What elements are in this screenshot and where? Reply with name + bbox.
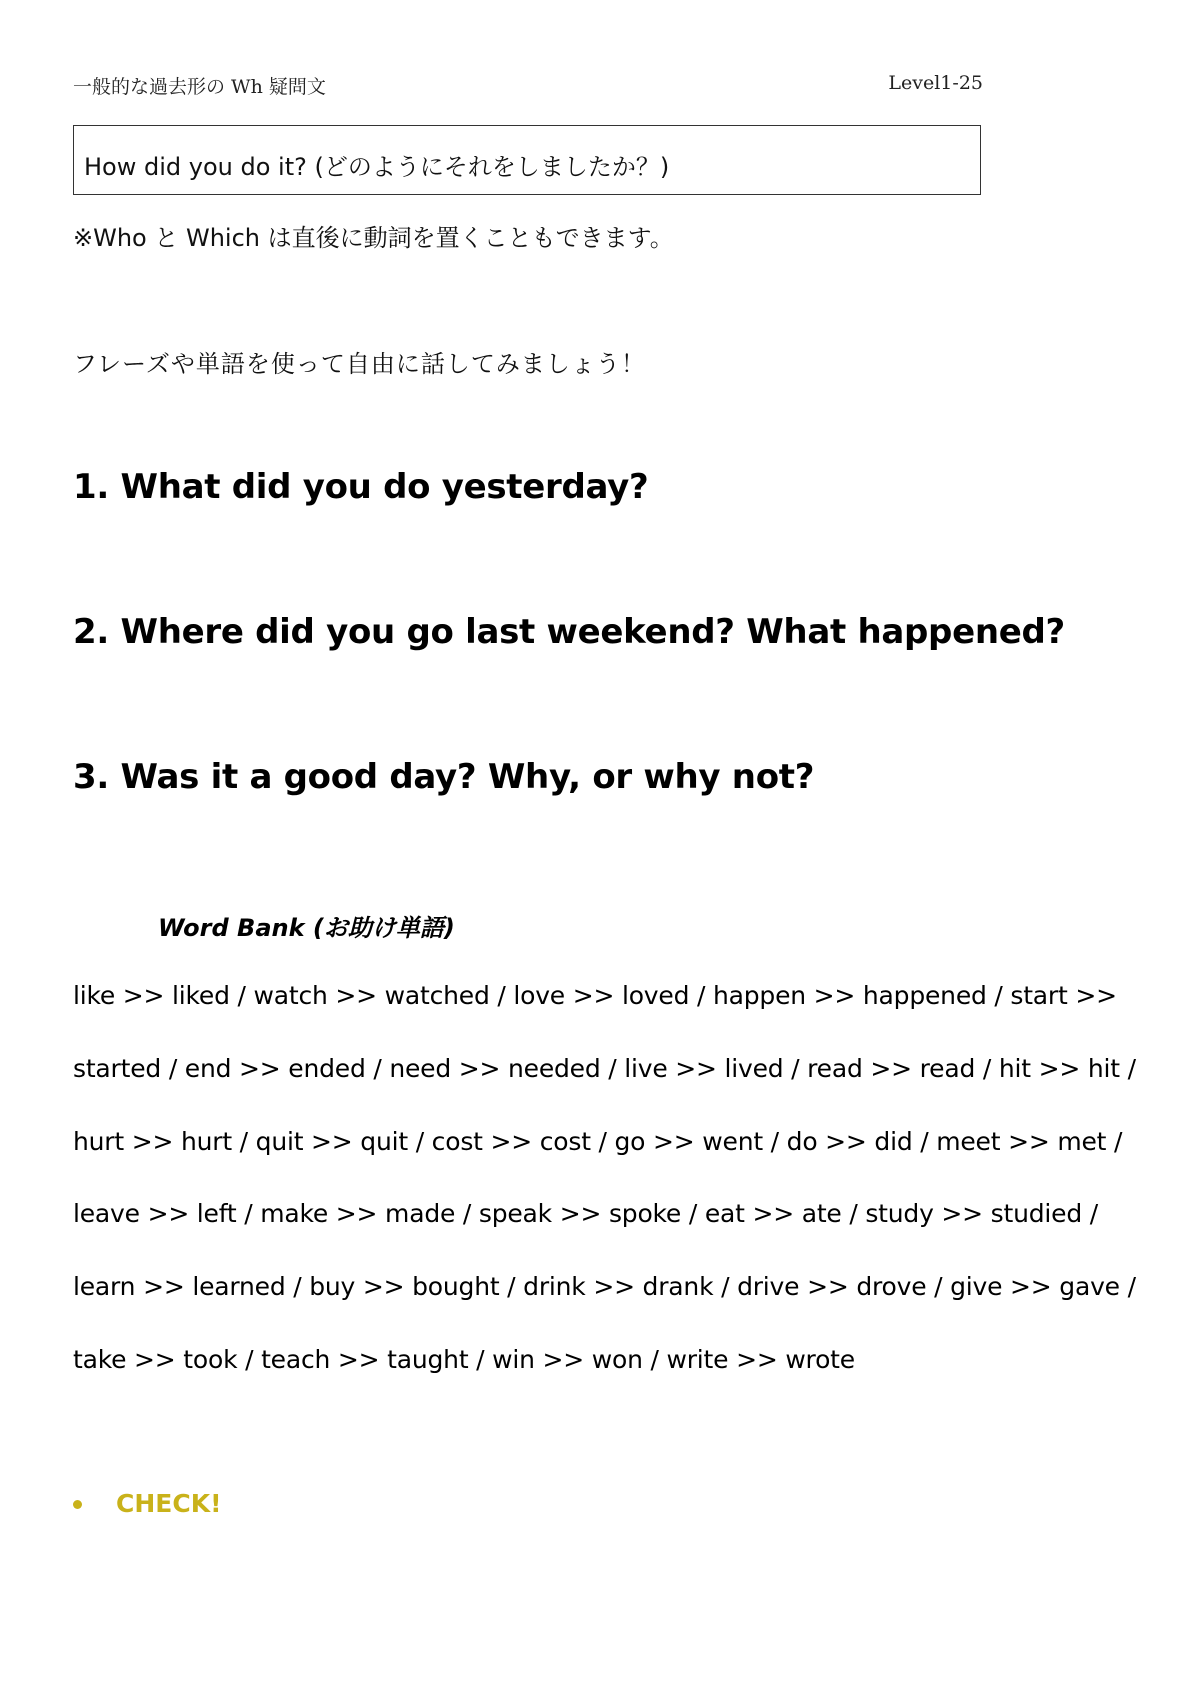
grammar-note: ※Who と Which は直後に動詞を置くこともできます。 [73,224,674,252]
question-2: 2. Where did you go last weekend? What happened? [73,612,1065,652]
check-label: CHECK! [116,1489,222,1518]
example-sentence-box [73,125,981,195]
word-bank-line: leave >> left / make >> made / speak >> spoke / eat >> ate / study >> studied / [73,1199,1098,1228]
instruction-text: フレーズや単語を使って自由に話してみましょう！ [73,350,646,378]
word-bank-line: like >> liked / watch >> watched / love >> loved / happen >> happened / start >> [73,981,1117,1010]
word-bank-line: hurt >> hurt / quit >> quit / cost >> cost / go >> went / do >> did / meet >> met / [73,1127,1123,1156]
word-bank-line: started / end >> ended / need >> needed / live >> lived / read >> read / hit >> hit / [73,1054,1136,1083]
page-header [73,72,983,102]
example-sentence: How did you do it? (どのようにそれをしましたか？) [84,153,670,181]
worksheet-topic: 一般的な過去形の Wh 疑問文 [73,76,326,98]
bullet-dot-icon [73,1500,82,1509]
word-bank-title: Word Bank (お助け単語) [158,914,455,942]
word-bank-line: learn >> learned / buy >> bought / drink >> drank / drive >> drove / give >> gave / [73,1272,1136,1301]
level-label: Level1-25 [888,72,983,94]
question-3: 3. Was it a good day? Why, or why not? [73,757,815,797]
word-bank-line: take >> took / teach >> taught / win >> won / write >> wrote [73,1345,855,1374]
question-1: 1. What did you do yesterday? [73,467,649,507]
